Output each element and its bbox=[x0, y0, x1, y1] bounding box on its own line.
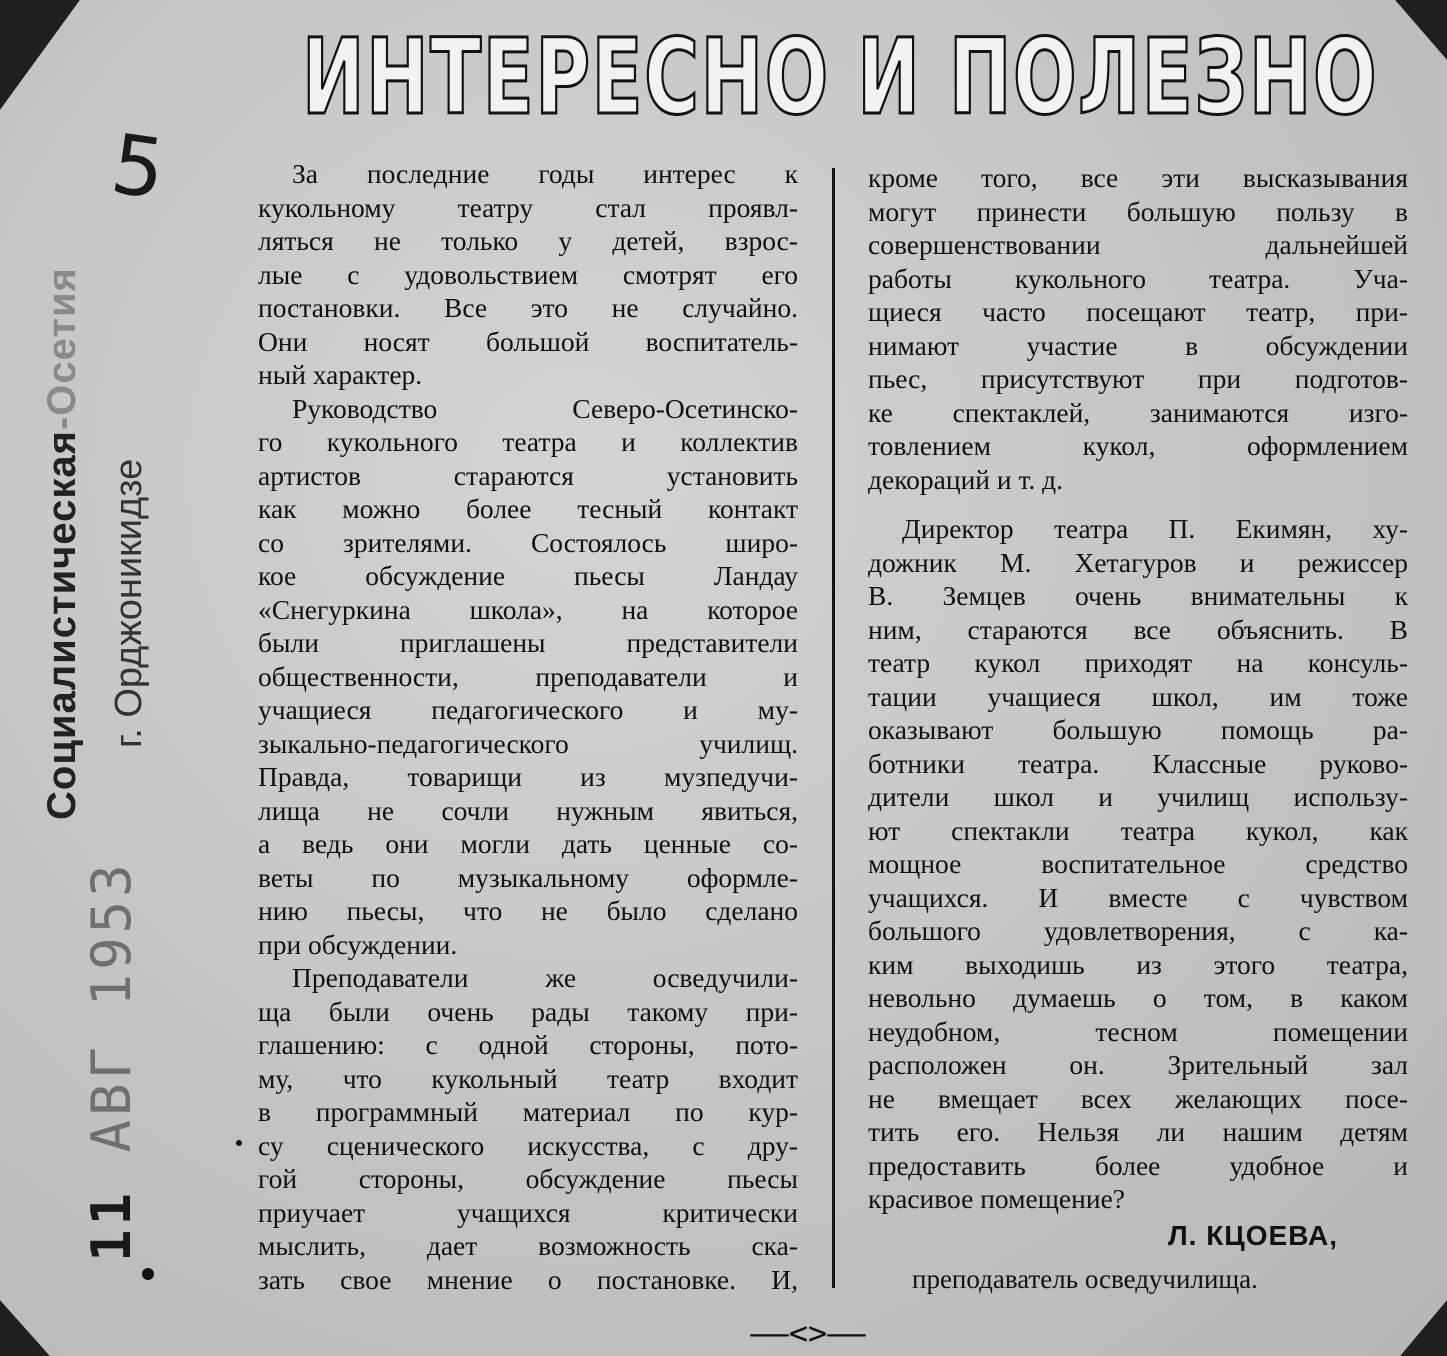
text-line: неудобном, тесном помещении bbox=[868, 1015, 1408, 1047]
text-line: а ведь они могли дать ценные со- bbox=[258, 828, 798, 859]
text-line: ним, стараются все объяснить. В bbox=[868, 613, 1408, 645]
text-line: при обсуждении. bbox=[258, 928, 458, 960]
text-line: со зрителями. Состоялось широ- bbox=[258, 526, 798, 558]
author-role: преподаватель осведучилища. bbox=[912, 1264, 1258, 1294]
text-line: приучает учащихся критически bbox=[258, 1196, 798, 1228]
date-day: 11 bbox=[80, 1188, 143, 1262]
newspaper-name-faded: Осетия bbox=[40, 267, 84, 416]
text-line: лища не сочли нужным явиться, bbox=[258, 794, 798, 826]
text-line: ляться не только у детей, взрос- bbox=[258, 225, 798, 256]
text-line: За последние годы интерес к bbox=[292, 158, 798, 189]
text-line: Преподаватели же осведучили- bbox=[292, 962, 798, 993]
text-line: кукольному театру стал проявл- bbox=[258, 191, 798, 223]
text-line: тить его. Нельзя ли нашим детям bbox=[868, 1116, 1408, 1147]
text-line: могут принести большую пользу в bbox=[868, 195, 1408, 227]
text-line: щиеся часто посещают театр, при- bbox=[868, 296, 1408, 327]
text-line: Они носят большой воспитатель- bbox=[258, 325, 798, 357]
text-line: большого удовлетворения, с ка- bbox=[868, 915, 1408, 946]
headline: ИНТЕРЕСНО И ПОЛЕЗНО bbox=[301, 16, 1379, 138]
text-line: постановки. Все это не случайно. bbox=[258, 292, 798, 323]
text-line: Правда, товарищи из музпедучи- bbox=[258, 761, 798, 792]
date-stamp bbox=[80, 860, 150, 1262]
text-line: общественности, преподаватели и bbox=[258, 660, 798, 692]
text-line: кое обсуждение пьесы Ландау bbox=[258, 560, 798, 591]
text-line: учащихся. И вместе с чувством bbox=[868, 881, 1408, 913]
text-line: предоставить более удобное и bbox=[868, 1149, 1408, 1181]
handwritten-page-number: 5 bbox=[105, 116, 171, 219]
text-line: работы кукольного театра. Уча- bbox=[868, 262, 1408, 294]
text-line: в программный материал по кур- bbox=[258, 1096, 798, 1127]
text-line: мыслить, дает возможность ска- bbox=[258, 1230, 798, 1261]
text-line: гой стороны, обсуждение пьесы bbox=[258, 1163, 798, 1194]
text-line: не вмещает всех желающих посе- bbox=[868, 1082, 1408, 1114]
text-line: Директор театра П. Екимян, ху- bbox=[902, 513, 1408, 544]
text-line: тации учащиеся школ, им тоже bbox=[868, 680, 1408, 712]
text-line: веты по музыкальному оформле- bbox=[258, 861, 798, 893]
text-line: су сценического искусства, с дру- bbox=[258, 1129, 798, 1161]
text-line: театр кукол приходят на консуль- bbox=[868, 647, 1408, 678]
date-month: АВГ bbox=[80, 1042, 143, 1153]
text-line: ким выходишь из этого театра, bbox=[868, 948, 1408, 980]
text-line: глашению: с одной стороны, пото- bbox=[258, 1029, 798, 1060]
text-line: дители школ и училищ использу- bbox=[868, 781, 1408, 812]
text-line: как можно более тесный контакт bbox=[258, 493, 798, 524]
column-divider bbox=[832, 168, 835, 1288]
text-line: совершенствовании дальнейшей bbox=[868, 229, 1408, 260]
text-line: ботники театра. Классные руково- bbox=[868, 747, 1408, 779]
text-line: «Снегуркина школа», на которое bbox=[258, 593, 798, 625]
article-left-column bbox=[258, 157, 798, 1296]
footer-ornament: ——<>—— bbox=[750, 1314, 866, 1352]
text-line: ща были очень рады такому при- bbox=[258, 995, 798, 1027]
text-line: ют спектакли театра кукол, как bbox=[868, 814, 1408, 846]
text-line: му, что кукольный театр входит bbox=[258, 1062, 798, 1094]
text-line: В. Земцев очень внимательны к bbox=[868, 580, 1408, 611]
text-line: оказывают большую помощь ра- bbox=[868, 714, 1408, 745]
text-line: ный характер. bbox=[258, 359, 423, 390]
text-line: учащиеся педагогического и му- bbox=[258, 694, 798, 725]
text-line: красивое помещение? bbox=[868, 1183, 1125, 1214]
text-line: невольно думаешь о том, в каком bbox=[868, 982, 1408, 1013]
text-line: кроме того, все эти высказывания bbox=[868, 162, 1408, 193]
article-right-column bbox=[868, 161, 1408, 1216]
text-line: лые с удовольствием смотрят его bbox=[258, 258, 798, 290]
text-line: пьес, присутствуют при подготов- bbox=[868, 363, 1408, 394]
text-line: артистов стараются установить bbox=[258, 459, 798, 491]
text-line: дожник М. Хетагуров и режиссер bbox=[868, 546, 1408, 578]
text-line: товлением кукол, оформлением bbox=[868, 430, 1408, 461]
text-line: расположен он. Зрительный зал bbox=[868, 1049, 1408, 1080]
text-line: декораций и т. д. bbox=[868, 463, 1064, 495]
text-line: зыкально-педагогического училищ. bbox=[258, 727, 798, 759]
city-stamp: г. Орджоникидзе bbox=[108, 458, 150, 748]
text-line: мощное воспитательное средство bbox=[868, 848, 1408, 879]
ink-dot bbox=[236, 1140, 242, 1146]
text-line: го кукольного театра и коллектив bbox=[258, 426, 798, 457]
newspaper-name-dark: Социалистическая bbox=[40, 430, 84, 820]
text-line: ке спектаклей, занимаются изго- bbox=[868, 396, 1408, 428]
text-line: зать свое мнение о постановке. И, bbox=[258, 1263, 798, 1295]
source-stamp: Социалистическая-Осетия bbox=[40, 267, 84, 820]
text-line: были приглашены представители bbox=[258, 627, 798, 658]
text-line: Руководство Северо-Осетинско- bbox=[292, 392, 798, 424]
date-year: 1953 bbox=[80, 860, 143, 1007]
text-line: нию пьесы, что не было сделано bbox=[258, 895, 798, 926]
text-line: нимают участие в обсуждении bbox=[868, 329, 1408, 361]
author-name: Л. КЦОЕВА, bbox=[1168, 1220, 1339, 1251]
ink-dot bbox=[142, 1268, 154, 1280]
